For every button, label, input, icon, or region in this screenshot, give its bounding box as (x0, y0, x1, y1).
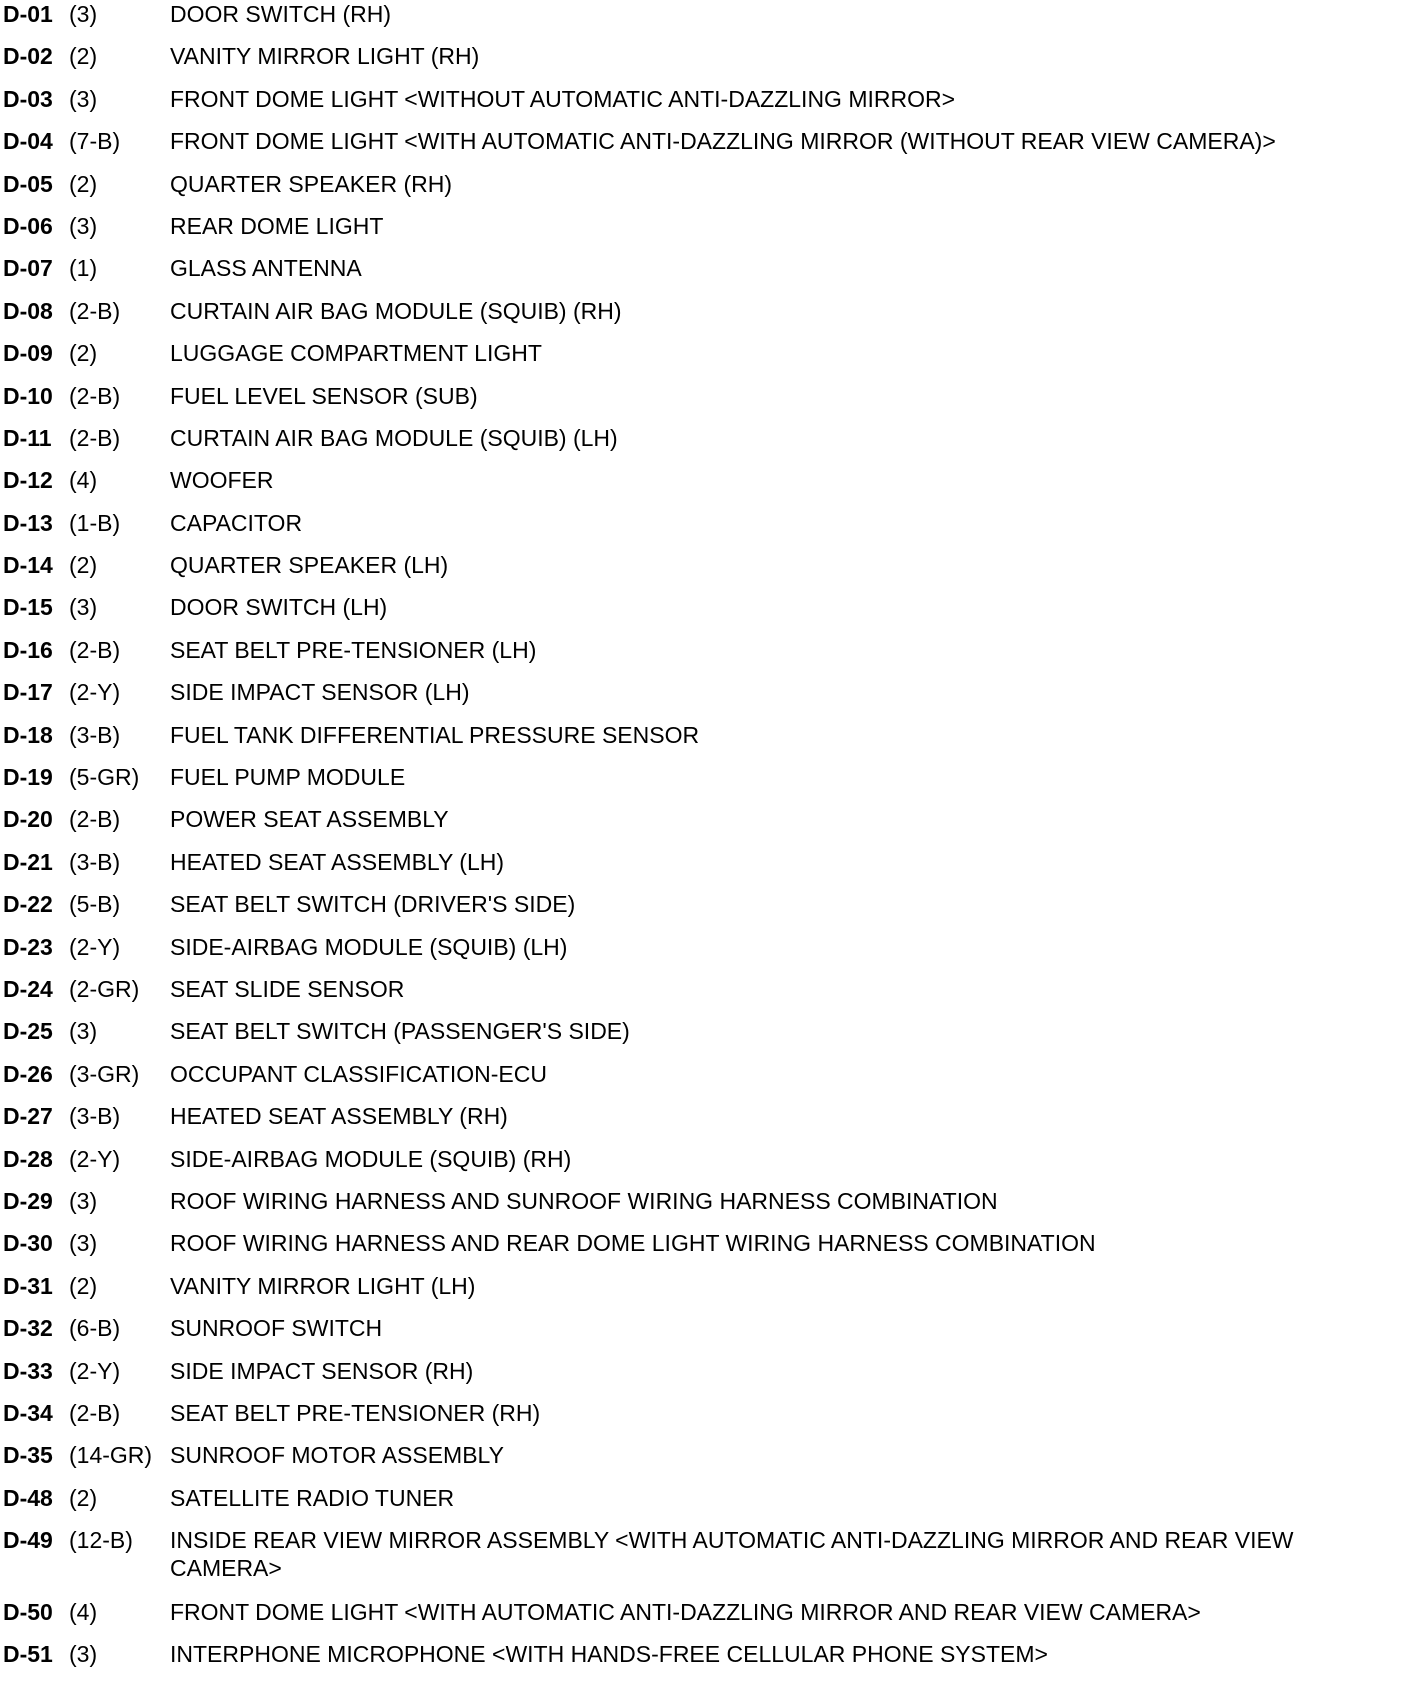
connector-description: ROOF WIRING HARNESS AND REAR DOME LIGHT WIRING HARNESS COMBINATION (170, 1230, 1096, 1257)
connector-row (3, 763, 1403, 805)
connector-pins: (3) (69, 1187, 98, 1214)
connector-pins: (2-B) (69, 636, 121, 663)
connector-row (3, 339, 1403, 381)
connector-description: SATELLITE RADIO TUNER (170, 1484, 455, 1511)
connector-code: D-20 (3, 806, 53, 833)
connector-code: D-23 (3, 933, 53, 960)
connector-row (3, 1314, 1403, 1356)
connector-pins: (2) (69, 43, 98, 70)
connector-description: QUARTER SPEAKER (LH) (170, 552, 449, 579)
connector-pins: (3) (69, 594, 98, 621)
connector-row (3, 848, 1403, 890)
connector-pins: (5-GR) (69, 764, 140, 791)
connector-row (3, 1060, 1403, 1102)
connector-pins: (5-B) (69, 891, 121, 918)
connector-code: D-51 (3, 1641, 53, 1668)
connector-description: HEATED SEAT ASSEMBLY (RH) (170, 1103, 508, 1130)
connector-code: D-08 (3, 297, 53, 324)
connector-code: D-03 (3, 85, 53, 112)
connector-pins: (14-GR) (69, 1442, 153, 1469)
connector-code: D-25 (3, 1018, 53, 1045)
connector-description: SEAT BELT SWITCH (DRIVER'S SIDE) (170, 891, 576, 918)
connector-pins: (2-Y) (69, 679, 121, 706)
connector-row (3, 678, 1403, 720)
connector-description: CAPACITOR (170, 509, 303, 536)
connector-row (3, 212, 1403, 254)
connector-code: D-31 (3, 1272, 53, 1299)
connector-description: SUNROOF MOTOR ASSEMBLY (170, 1442, 504, 1469)
connector-pins: (3) (69, 1641, 98, 1668)
connector-pins: (2-Y) (69, 1357, 121, 1384)
connector-code: D-28 (3, 1145, 53, 1172)
connector-pins: (1-B) (69, 509, 121, 536)
connector-pins: (2-B) (69, 297, 121, 324)
connector-code: D-49 (3, 1527, 53, 1554)
connector-description: FRONT DOME LIGHT <WITH AUTOMATIC ANTI-DAZZLING MIRROR (WITHOUT REAR VIEW CAMERA)> (170, 128, 1276, 155)
connector-pins: (3) (69, 1230, 98, 1257)
connector-description: SUNROOF SWITCH (170, 1315, 383, 1342)
connector-code: D-22 (3, 891, 53, 918)
connector-description: VANITY MIRROR LIGHT (LH) (170, 1272, 476, 1299)
connector-description: CURTAIN AIR BAG MODULE (SQUIB) (LH) (170, 424, 618, 451)
connector-pins: (7-B) (69, 128, 121, 155)
connector-code: D-32 (3, 1315, 53, 1342)
connector-row (3, 805, 1403, 847)
connector-row (3, 1526, 1403, 1598)
connector-row (3, 1229, 1403, 1271)
connector-code: D-27 (3, 1103, 53, 1130)
connector-code: D-09 (3, 340, 53, 367)
connector-code: D-10 (3, 382, 53, 409)
connector-code: D-21 (3, 848, 53, 875)
connector-row (3, 593, 1403, 635)
connector-row (3, 466, 1403, 508)
connector-pins: (4) (69, 467, 98, 494)
connector-code: D-30 (3, 1230, 53, 1257)
connector-row (3, 85, 1403, 127)
connector-pins: (3-B) (69, 1103, 121, 1130)
connector-code: D-35 (3, 1442, 53, 1469)
connector-row (3, 933, 1403, 975)
connector-description: WOOFER (170, 467, 274, 494)
connector-description: DOOR SWITCH (LH) (170, 594, 388, 621)
connector-code: D-16 (3, 636, 53, 663)
connector-code: D-01 (3, 1, 53, 27)
connector-row (3, 170, 1403, 212)
connector-pins: (3) (69, 1018, 98, 1045)
connector-description: FRONT DOME LIGHT <WITHOUT AUTOMATIC ANTI-DAZZLING MIRROR> (170, 85, 956, 112)
connector-pins: (3) (69, 212, 98, 239)
connector-code: D-34 (3, 1399, 53, 1426)
connector-row (3, 1598, 1403, 1640)
connector-pins: (3-GR) (69, 1060, 140, 1087)
connector-pins: (2) (69, 1272, 98, 1299)
connector-description: SIDE IMPACT SENSOR (RH) (170, 1357, 474, 1384)
connector-row (3, 1484, 1403, 1526)
connector-pins: (3-B) (69, 848, 121, 875)
connector-code: D-33 (3, 1357, 53, 1384)
connector-pins: (2-B) (69, 806, 121, 833)
connector-pins: (2) (69, 1484, 98, 1511)
connector-description: OCCUPANT CLASSIFICATION-ECU (170, 1060, 547, 1087)
connector-pins: (3-B) (69, 721, 121, 748)
connector-description: FUEL TANK DIFFERENTIAL PRESSURE SENSOR (170, 721, 700, 748)
connector-row (3, 551, 1403, 593)
connector-row (3, 1187, 1403, 1229)
connector-code: D-11 (3, 424, 52, 451)
connector-pins: (2-B) (69, 382, 121, 409)
connector-description: SEAT BELT PRE-TENSIONER (RH) (170, 1399, 541, 1426)
connector-description: DOOR SWITCH (RH) (170, 1, 392, 27)
connector-pins: (2) (69, 340, 98, 367)
connector-description: FUEL PUMP MODULE (170, 764, 406, 791)
connector-row (3, 636, 1403, 678)
connector-list (3, 0, 1403, 1682)
connector-description: SEAT BELT PRE-TENSIONER (LH) (170, 636, 537, 663)
connector-description: QUARTER SPEAKER (RH) (170, 170, 453, 197)
connector-code: D-06 (3, 212, 53, 239)
connector-description: SEAT BELT SWITCH (PASSENGER'S SIDE) (170, 1018, 630, 1045)
connector-description: VANITY MIRROR LIGHT (RH) (170, 43, 480, 70)
connector-pins: (2-Y) (69, 1145, 121, 1172)
connector-code: D-17 (3, 679, 53, 706)
connector-description: FUEL LEVEL SENSOR (SUB) (170, 382, 478, 409)
connector-description: INSIDE REAR VIEW MIRROR ASSEMBLY <WITH AUTOMATIC ANTI-DAZZLING MIRROR AND REAR VIEW CAMERA> (170, 1527, 1294, 1582)
connector-pins: (4) (69, 1598, 98, 1625)
connector-description: SEAT SLIDE SENSOR (170, 975, 405, 1002)
connector-row (3, 1640, 1403, 1682)
connector-code: D-12 (3, 467, 53, 494)
connector-description: HEATED SEAT ASSEMBLY (LH) (170, 848, 505, 875)
connector-pins: (6-B) (69, 1315, 121, 1342)
connector-code: D-05 (3, 170, 53, 197)
connector-description: SIDE IMPACT SENSOR (LH) (170, 679, 470, 706)
connector-description: REAR DOME LIGHT (170, 212, 384, 239)
connector-row (3, 1272, 1403, 1314)
connector-code: D-26 (3, 1060, 53, 1087)
connector-pins: (2) (69, 170, 98, 197)
connector-code: D-29 (3, 1187, 53, 1214)
connector-code: D-15 (3, 594, 53, 621)
connector-row (3, 975, 1403, 1017)
connector-description: INTERPHONE MICROPHONE <WITH HANDS-FREE CELLULAR PHONE SYSTEM> (170, 1641, 1048, 1668)
connector-code: D-50 (3, 1598, 53, 1625)
connector-row (3, 254, 1403, 296)
connector-pins: (2-Y) (69, 933, 121, 960)
connector-pins: (2) (69, 552, 98, 579)
connector-pins: (3) (69, 1, 98, 27)
connector-code: D-18 (3, 721, 53, 748)
connector-pins: (2-GR) (69, 975, 140, 1002)
connector-row (3, 297, 1403, 339)
connector-row (3, 1017, 1403, 1059)
connector-code: D-07 (3, 255, 53, 282)
connector-row (3, 721, 1403, 763)
connector-pins: (12-B) (69, 1527, 133, 1554)
connector-code: D-48 (3, 1484, 53, 1511)
connector-description: LUGGAGE COMPARTMENT LIGHT (170, 340, 542, 367)
connector-row (3, 0, 1403, 42)
connector-code: D-13 (3, 509, 53, 536)
connector-row (3, 1357, 1403, 1399)
connector-description: FRONT DOME LIGHT <WITH AUTOMATIC ANTI-DAZZLING MIRROR AND REAR VIEW CAMERA> (170, 1598, 1201, 1625)
connector-row (3, 509, 1403, 551)
connector-row (3, 1441, 1403, 1483)
connector-row (3, 127, 1403, 169)
connector-pins: (1) (69, 255, 98, 282)
connector-row (3, 424, 1403, 466)
connector-code: D-24 (3, 975, 53, 1002)
connector-code: D-02 (3, 43, 53, 70)
connector-description: GLASS ANTENNA (170, 255, 362, 282)
connector-row (3, 890, 1403, 932)
connector-code: D-19 (3, 764, 53, 791)
connector-row (3, 42, 1403, 84)
connector-description: SIDE-AIRBAG MODULE (SQUIB) (RH) (170, 1145, 572, 1172)
connector-pins: (3) (69, 85, 98, 112)
connector-row (3, 1399, 1403, 1441)
connector-pins: (2-B) (69, 424, 121, 451)
connector-row (3, 382, 1403, 424)
connector-row (3, 1145, 1403, 1187)
connector-description: POWER SEAT ASSEMBLY (170, 806, 449, 833)
connector-description: SIDE-AIRBAG MODULE (SQUIB) (LH) (170, 933, 568, 960)
connector-code: D-04 (3, 128, 53, 155)
connector-pins: (2-B) (69, 1399, 121, 1426)
connector-code: D-14 (3, 552, 53, 579)
connector-description: CURTAIN AIR BAG MODULE (SQUIB) (RH) (170, 297, 622, 324)
connector-row (3, 1102, 1403, 1144)
connector-description: ROOF WIRING HARNESS AND SUNROOF WIRING HARNESS COMBINATION (170, 1187, 998, 1214)
